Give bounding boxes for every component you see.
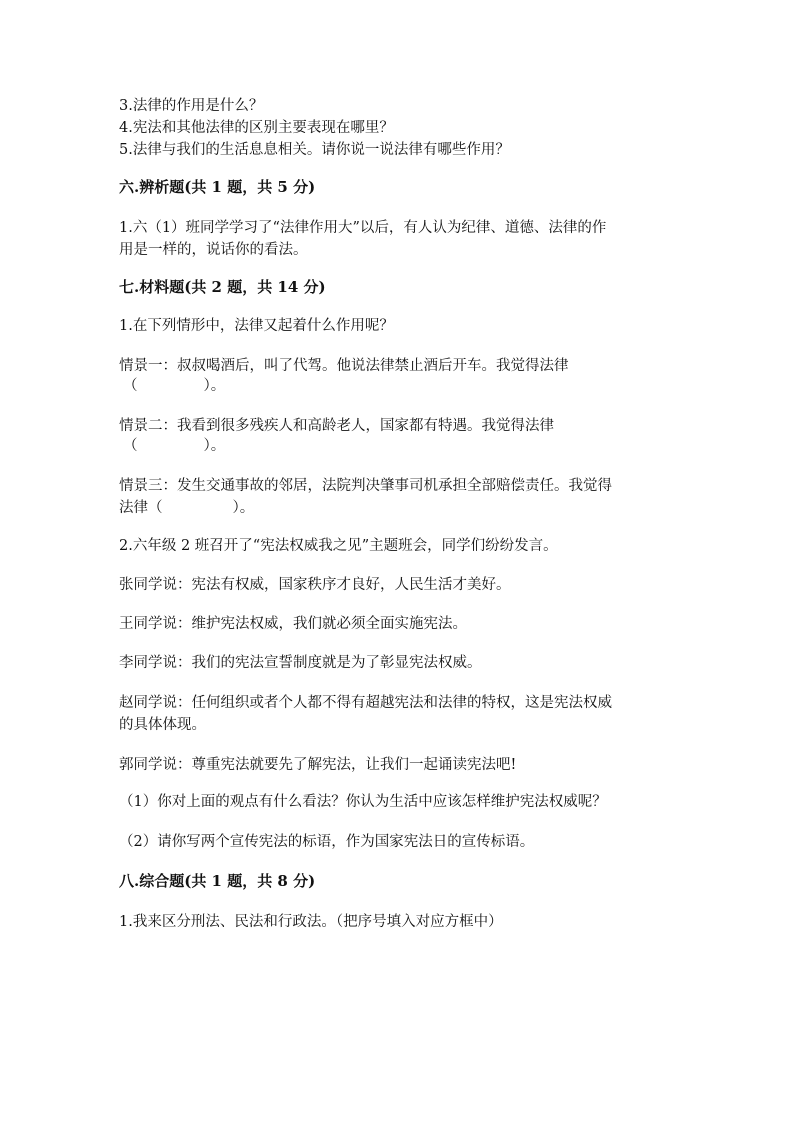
section-7-heading: 七.材料题(共 2 题，共 14 分) xyxy=(119,278,326,296)
sub-question-1: （1）你对上面的观点有什么看法？你认为生活中应该怎样维护宪法权威呢？ xyxy=(119,794,607,810)
section-8-question-1: 1.我来区分刑法、民法和行政法。（把序号填入对应方框中） xyxy=(119,914,503,930)
scene-3-open-paren: 法律（ xyxy=(119,500,163,516)
scene-2-close-paren: ）。 xyxy=(203,438,226,454)
scene-2-answer-line xyxy=(123,436,225,456)
section-8-heading: 八.综合题(共 1 题，共 8 分) xyxy=(119,872,316,890)
scene-3-close-paren: ）。 xyxy=(232,500,255,516)
zhao-statement-line-1: 赵同学说：任何组织或者个人都不得有超越宪法和法律的特权，这是宪法权威 xyxy=(119,695,612,711)
sub-question-2: （2）请你写两个宣传宪法的标语，作为国家宪法日的宣传标语。 xyxy=(119,834,535,850)
scene-1-answer-line xyxy=(123,376,225,396)
scene-2-open-paren: （ xyxy=(123,438,138,454)
scene-2-line-1: 情景二：我看到很多残疾人和高龄老人，国家都有特遇。我觉得法律 xyxy=(119,418,554,434)
scene-3-answer-line xyxy=(119,498,254,518)
scene-1-line-1: 情景一：叔叔喝酒后，叫了代驾。他说法律禁止酒后开车。我觉得法律 xyxy=(119,358,569,374)
section-7-question-1: 1.在下列情形中，法律又起着什么作用呢？ xyxy=(119,318,394,334)
question-5: 5.法律与我们的生活息息相关。请你说一说法律有哪些作用？ xyxy=(119,142,510,158)
scene-3-line-1: 情景三：发生交通事故的邻居，法院判决肇事司机承担全部赔偿责任。我觉得 xyxy=(119,478,612,494)
zhang-statement: 张同学说：宪法有权威，国家秩序才良好，人民生活才美好。 xyxy=(119,577,511,593)
section-7-question-2: 2.六年级 2 班召开了“宪法权威我之见”主题班会，同学们纷纷发言。 xyxy=(119,538,558,554)
wang-statement: 王同学说：维护宪法权威，我们就必须全面实施宪法。 xyxy=(119,616,467,632)
scene-1-close-paren: ）。 xyxy=(203,378,226,394)
guo-statement: 郭同学说：尊重宪法就要先了解宪法，让我们一起诵读宪法吧! xyxy=(119,757,517,773)
question-4: 4.宪法和其他法律的区别主要表现在哪里？ xyxy=(119,120,394,136)
section-6-question-1-line-2: 用是一样的，说话你的看法。 xyxy=(119,242,308,258)
section-6-question-1-line-1: 1.六（1）班同学学习了“法律作用大”以后，有人认为纪律、道德、法律的作 xyxy=(119,220,607,236)
li-statement: 李同学说：我们的宪法宣誓制度就是为了彰显宪法权威。 xyxy=(119,655,482,671)
scene-1-open-paren: （ xyxy=(123,378,138,394)
section-6-heading: 六.辨析题(共 1 题，共 5 分) xyxy=(119,178,316,196)
zhao-statement-line-2: 的具体体现。 xyxy=(119,717,206,733)
question-3: 3.法律的作用是什么？ xyxy=(119,98,264,114)
